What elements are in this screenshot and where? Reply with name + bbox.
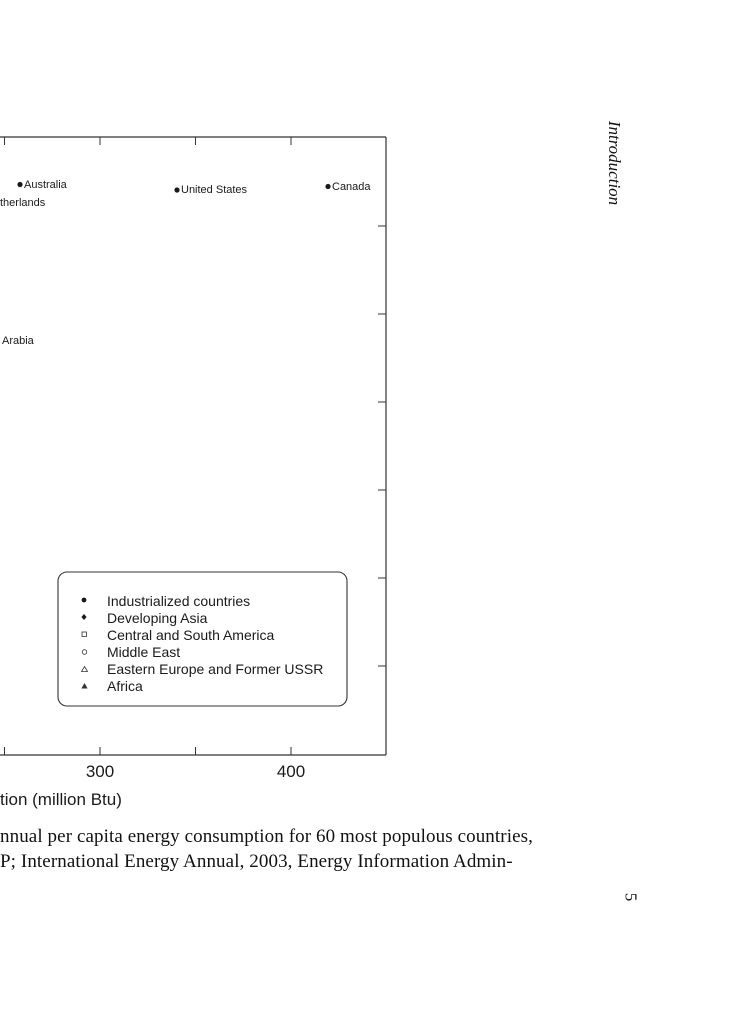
legend-label-developing-asia: Developing Asia	[107, 610, 208, 626]
page-number: 5	[621, 892, 641, 902]
data-point-united-states	[174, 187, 179, 192]
legend-label-industrialized: Industrialized countries	[107, 593, 251, 609]
data-point-australia	[17, 182, 22, 187]
data-label-australia: Australia	[24, 179, 67, 191]
data-label-saudi-arabia-partial: Arabia	[2, 335, 34, 347]
x-tick-label-400: 400	[276, 762, 306, 781]
running-head-text: Introduction	[605, 120, 624, 206]
data-label-canada: Canada	[332, 181, 371, 193]
y-axis-ticks	[378, 226, 386, 666]
legend-label-eastern-europe: Eastern Europe and Former USSR	[107, 661, 324, 677]
data-label-united-states: United States	[181, 184, 248, 196]
legend-label-central-south-america: Central and South America	[107, 627, 275, 643]
data-label-netherlands-partial: therlands	[0, 197, 46, 209]
x-axis-title: tion (million Btu)	[0, 790, 122, 809]
data-point-canada	[325, 184, 330, 189]
legend-label-middle-east: Middle East	[107, 644, 181, 660]
legend-label-africa: Africa	[107, 678, 143, 694]
figure-caption-line-1: nnual per capita energy consumption for 60 most populous countries,	[0, 826, 533, 847]
x-tick-label-300: 300	[85, 762, 115, 781]
figure-caption-line-2: P; International Energy Annual, 2003, Energy Information Admin-	[0, 851, 513, 872]
legend-marker-industrialized	[82, 598, 87, 603]
